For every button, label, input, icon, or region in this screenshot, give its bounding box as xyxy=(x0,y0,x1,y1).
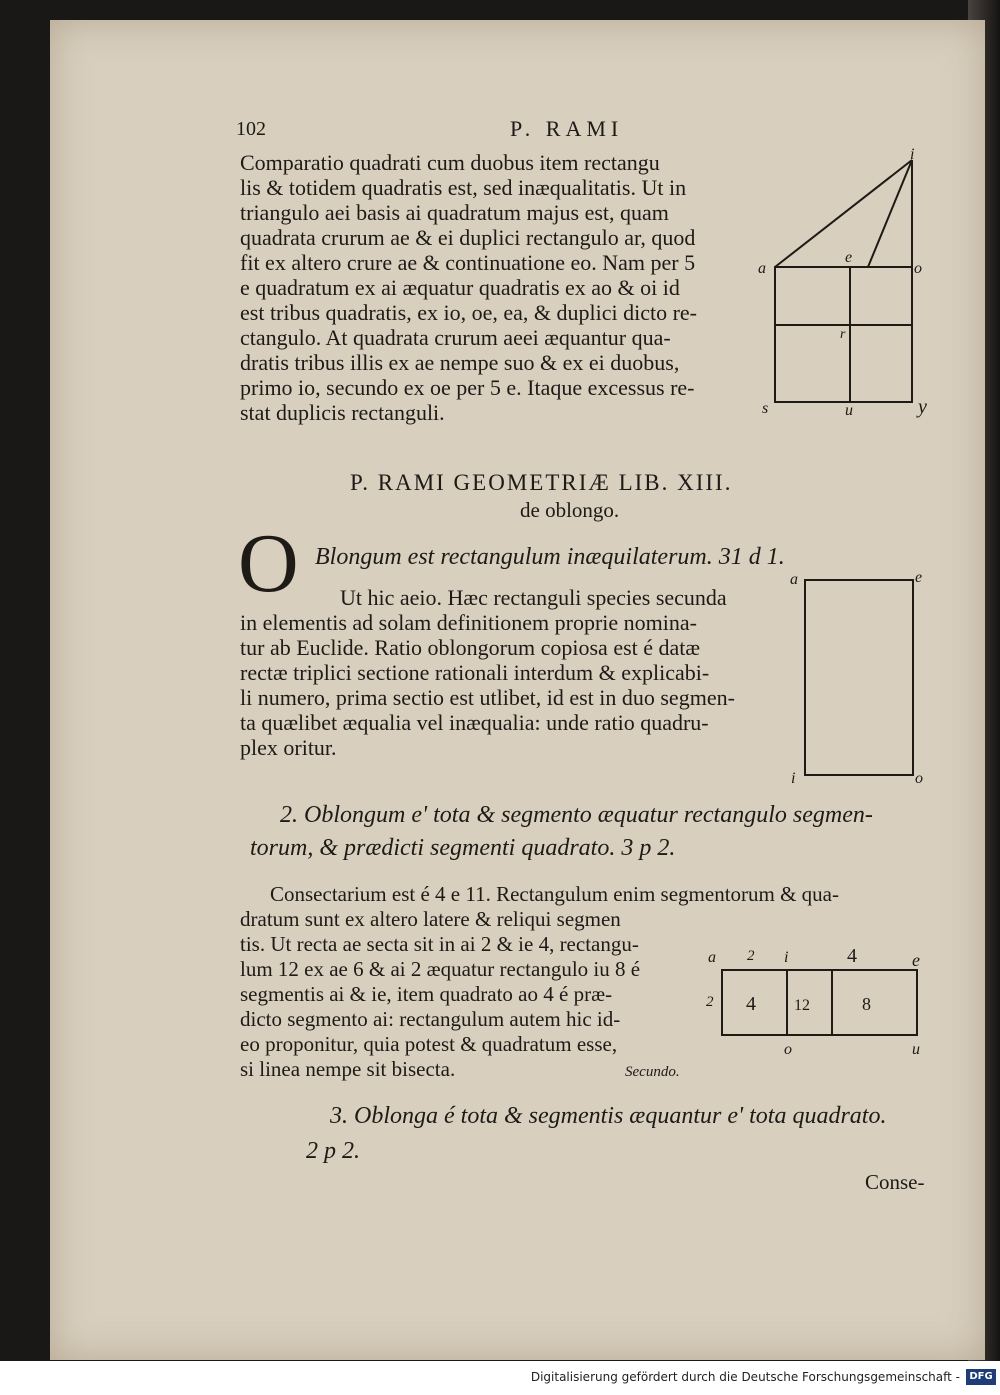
chapter-title: P. RAMI GEOMETRIÆ LIB. XIII. xyxy=(350,470,733,495)
label-i: i xyxy=(784,949,789,966)
label-12-cell: 12 xyxy=(794,997,810,1014)
label-4-top: 4 xyxy=(847,945,857,967)
theorem-3-line-2: 2 p 2. xyxy=(306,1138,360,1164)
text-line: est tribus quadratis, ex io, oe, ea, & duplici dicto re- xyxy=(240,300,697,325)
text-line: tis. Ut recta ae secta sit in ai 2 & ie 4, rectangu- xyxy=(240,932,639,956)
label-8-cell: 8 xyxy=(862,994,871,1014)
text-line: tur ab Euclide. Ratio oblongorum copiosa est é datæ xyxy=(240,635,701,660)
definition: Blongum est rectangulum inæquilaterum. 31 d 1. xyxy=(315,544,785,570)
text-line: Ut hic aeio. Hæc rectanguli species secunda xyxy=(340,585,727,610)
label-e: e xyxy=(845,249,853,266)
book-page xyxy=(50,20,985,1360)
text-line: Consectarium est é 4 e 11. Rectangulum enim segmentorum & qua- xyxy=(270,882,839,906)
figure-oblong xyxy=(785,568,935,788)
text-line: si linea nempe sit bisecta. xyxy=(240,1057,456,1081)
text-line: ta quælibet æqualia vel inæqualia: unde ratio quadru- xyxy=(240,710,709,735)
label-o: o xyxy=(784,1041,792,1058)
text-line: triangulo aei basis ai quadratum majus est, quam xyxy=(240,200,669,225)
theorem-3-line-1: 3. Oblonga é tota & segmentis æquantur e' tota quadrato. xyxy=(330,1103,887,1129)
dropcap: O xyxy=(238,517,299,610)
label-s: s xyxy=(762,400,769,417)
text-line: segmentis ai & ie, item quadrato ao 4 é præ- xyxy=(240,982,613,1006)
text-line: ctangulo. At quadrata crurum aeei æquantur qua- xyxy=(240,325,671,350)
label-4-cell: 4 xyxy=(746,993,756,1015)
label-r: r xyxy=(840,327,846,342)
label-u: u xyxy=(912,1041,920,1058)
text-line: dicto segmento ai: rectangulum autem hic id- xyxy=(240,1007,621,1031)
page-number: 102 xyxy=(236,118,266,140)
text-line: eo proponitur, quia potest & quadratum esse, xyxy=(240,1032,618,1056)
text-line: lis & totidem quadratis est, sed inæqualitatis. Ut in xyxy=(240,175,687,200)
running-title: P. RAMI xyxy=(510,116,624,141)
text-line: dratum sunt ex altero latere & reliqui segmen xyxy=(240,907,621,931)
label-a: a xyxy=(758,260,766,277)
text-line: primo io, secundo ex oe per 5 e. Itaque excessus re- xyxy=(240,375,695,400)
dfg-logo: DFG xyxy=(966,1369,996,1385)
catchword-secundo: Secundo. xyxy=(625,1064,680,1080)
label-a: a xyxy=(790,571,798,588)
label-i: i xyxy=(791,770,796,787)
footer-bar xyxy=(0,1361,1000,1395)
label-y: y xyxy=(918,396,927,418)
label-2-top: 2 xyxy=(747,948,755,964)
footer-credit: Digitalisierung gefördert durch die Deutsche Forschungsgemeinschaft - xyxy=(530,1370,960,1384)
label-a: a xyxy=(708,949,716,966)
chapter-subtitle: de oblongo. xyxy=(520,498,620,522)
label-o: o xyxy=(914,260,922,277)
text-line: rectæ triplici sectione rationali interdum & explicabi- xyxy=(240,660,710,685)
label-o: o xyxy=(915,770,923,787)
text-line: fit ex altero crure ae & continuatione eo. Nam per 5 xyxy=(240,250,696,275)
text-line: in elementis ad solam definitionem proprie nomina- xyxy=(240,610,697,635)
text-line: stat duplicis rectanguli. xyxy=(240,400,445,425)
theorem-2-line-2: torum, & prædicti segmenti quadrato. 3 p 2. xyxy=(250,835,676,861)
theorem-2-line-1: 2. Oblongum e' tota & segmento æquatur rectangulo segmen- xyxy=(280,802,873,828)
label-2-side: 2 xyxy=(706,994,714,1010)
text-line: e quadratum ex ai æquatur quadratis ex ao & oi id xyxy=(240,275,680,300)
figure-triangle-square xyxy=(750,145,950,420)
catchword-conse: Conse- xyxy=(865,1170,925,1194)
label-e: e xyxy=(915,569,923,586)
label-e: e xyxy=(912,950,920,970)
text-line: dratis tribus illis ex ae nempe suo & ex ei duobus, xyxy=(240,350,680,375)
label-i: i xyxy=(910,146,915,163)
figure-divided-rectangle xyxy=(702,938,937,1058)
text-line: li numero, prima sectio est utlibet, id est in duo segmen- xyxy=(240,685,735,710)
text-line: lum 12 ex ae 6 & ai 2 æquatur rectangulo iu 8 é xyxy=(240,957,641,981)
text-line: Comparatio quadrati cum duobus item rectangu xyxy=(240,150,660,175)
text-line: quadrata crurum ae & ei duplici rectangulo ar, quod xyxy=(240,225,696,250)
label-u: u xyxy=(845,402,853,419)
text-line: plex oritur. xyxy=(240,735,337,760)
